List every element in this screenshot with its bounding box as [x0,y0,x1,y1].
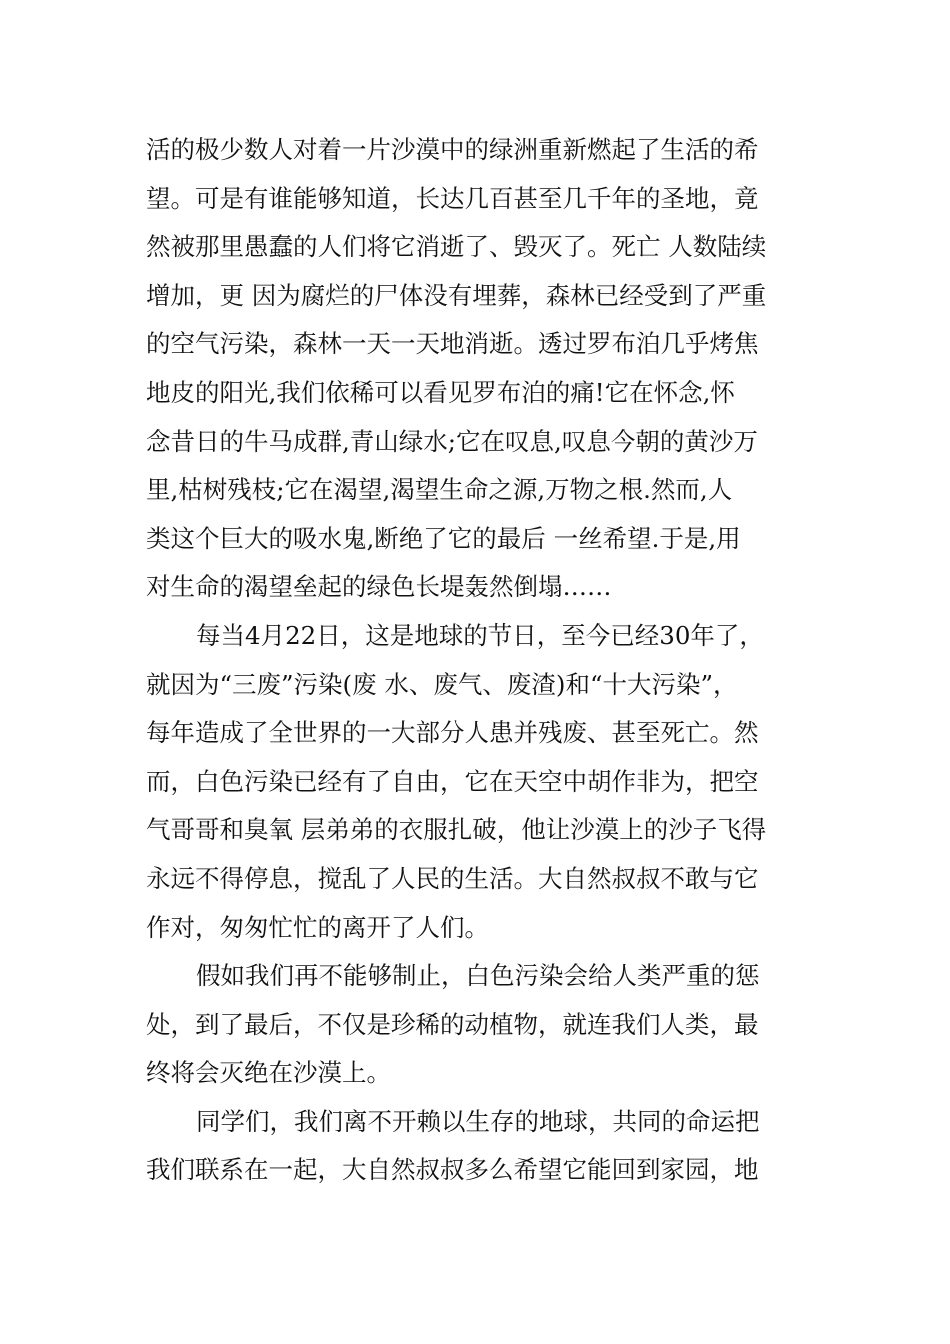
text-line: 地皮的阳光,我们依稀可以看见罗布泊的痛!它在怀念,怀 [146,377,735,407]
text-line: 对生命的渴望垒起的绿色长堤轰然倒塌…… [146,572,612,602]
text-line: 增加，更 因为腐烂的尸体没有埋葬，森林已经受到了严重 [146,280,767,310]
paragraph-start-line: 同学们，我们离不开赖以生存的地球，共同的命运把 [196,1106,760,1136]
text-line: 就因为“三废”污染(废 水、废气、废渣)和“十大污染”， [146,669,738,699]
text-line: 望。可是有谁能够知道，长达几百甚至几千年的圣地，竟 [146,183,759,213]
text-line: 活的极少数人对着一片沙漠中的绿洲重新燃起了生活的希 [146,135,759,164]
document-text [146,126,816,1195]
paragraph-start-line: 每当4月22日，这是地球的节日，至今已经30年了， [196,620,764,650]
text-line: 终将会灭绝在沙漠上。 [146,1058,391,1088]
text-line: 类这个巨大的吸水鬼,断绝了它的最后 一丝希望.于是,用 [146,523,741,553]
text-line: 每年造成了全世界的一大部分人患并残废、甚至死亡。然 [146,718,759,748]
text-line: 永远不得停息，搅乱了人民的生活。大自然叔叔不敢与它 [146,863,759,893]
text-line: 作对，匆匆忙忙的离开了人们。 [146,912,489,942]
text-line: 里,枯树残枝;它在渴望,渴望生命之源,万物之根.然而,人 [146,475,733,505]
text-line: 念昔日的牛马成群,青山绿水;它在叹息,叹息今朝的黄沙万 [146,426,758,456]
paragraph-start-line: 假如我们再不能够制止，白色污染会给人类严重的惩 [196,961,760,991]
text-line: 的空气污染，森林一天一天地消逝。透过罗布泊几乎烤焦 [146,329,759,359]
text-line: 然被那里愚蠢的人们将它消逝了、毁灭了。死亡 人数陆续 [146,232,767,262]
text-line: 我们联系在一起，大自然叔叔多么希望它能回到家园，地 [146,1155,759,1185]
text-line: 气哥哥和臭氧 层弟弟的衣服扎破，他让沙漠上的沙子飞得 [146,815,767,845]
text-line: 而，白色污染已经有了自由，它在天空中胡作非为，把空 [146,766,759,796]
text-line: 处，到了最后，不仅是珍稀的动植物，就连我们人类，最 [146,1009,759,1039]
